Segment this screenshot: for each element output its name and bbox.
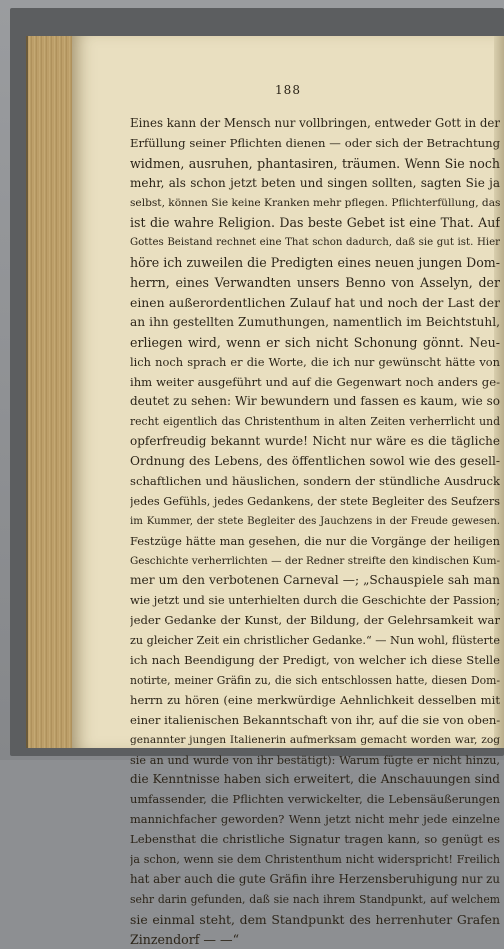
text-line: umfassender, die Pflichten verwickelter, die Lebensäußerungen	[130, 792, 500, 807]
text-line: ja schon, wenn sie dem Christenthum nicht widerspricht! Freilich	[130, 852, 500, 866]
text-line: selbst, können Sie keine Kranken mehr pflegen. Pflichterfüllung, das	[130, 196, 500, 209]
text-line: Lebensthat die christliche Signatur tragen kann, so genügt es	[130, 832, 500, 847]
text-line: im Kummer, der stete Begleiter des Jauchzens in der Freude gewesen.	[130, 515, 500, 527]
text-line: mehr, als schon jetzt beten und singen sollten, sagten Sie ja	[130, 175, 500, 190]
text-line: ist die wahre Religion. Das beste Gebet ist eine That. Auf	[130, 215, 500, 231]
text-line: Gottes Beistand rechnet eine That schon dadurch, daß sie gut ist. Hier	[130, 237, 500, 249]
text-line: sie an und wurde von ihr bestätigt): Warum fügte er nicht hinzu,	[130, 753, 500, 767]
text-line: erliegen wird, wenn er sich nicht Schonung gönnt. Neu-	[130, 334, 500, 350]
text-line: Geschichte verherrlichten — der Redner streifte den kindischen Kum-	[130, 554, 500, 567]
text-line: genannter jungen Italienerin aufmerksam gemacht worden war, zog	[130, 733, 500, 746]
text-line: Erfüllung seiner Pflichten dienen — oder sich der Betrachtung	[130, 135, 500, 150]
text-line: recht eigentlich das Christenthum in alten Zeiten verherrlicht und	[130, 415, 500, 429]
text-line: ihm weiter ausgeführt und auf die Gegenwart noch anders ge-	[130, 374, 500, 389]
text-line: Zinzendorf — —“	[130, 931, 240, 947]
text-line: schaftlichen und häuslichen, sondern der stündliche Ausdruck	[130, 474, 500, 489]
page-text	[130, 114, 500, 949]
text-line: lich noch sprach er die Worte, die ich nur gewünscht hätte von	[130, 354, 500, 369]
text-line: mannichfacher geworden? Wenn jetzt nicht mehr jede einzelne	[130, 812, 500, 827]
text-line: höre ich zuweilen die Predigten eines neuen jungen Dom-	[130, 255, 500, 271]
text-line: jedes Gefühls, jedes Gedankens, der stete Begleiter des Seufzers	[130, 494, 500, 508]
text-line: einer italienischen Bekanntschaft von ihr, auf die sie von oben-	[130, 712, 500, 727]
text-lines	[130, 114, 500, 949]
text-line: Eines kann der Mensch nur vollbringen, entweder Gott in der	[130, 116, 500, 130]
text-line: ich nach Beendigung der Predigt, von welcher ich diese Stelle	[130, 653, 500, 668]
text-line: hat aber auch die gute Gräfin ihre Herzensberuhigung nur zu	[130, 871, 500, 886]
text-line: widmen, ausruhen, phantasiren, träumen. Wenn Sie noch	[130, 155, 500, 171]
text-line: jeder Gedanke der Kunst, der Bildung, der Gelehrsamkeit war	[130, 613, 500, 628]
text-line: opferfreudig bekannt wurde! Nicht nur wäre es die tägliche	[130, 434, 500, 449]
text-line: einen außerordentlichen Zulauf hat und noch der Last der	[130, 295, 500, 311]
text-line: deutet zu sehen: Wir bewundern und fassen es kaum, wie so	[130, 394, 500, 409]
text-line: Ordnung des Lebens, des öffentlichen sowol wie des gesell-	[130, 454, 500, 469]
text-line: an ihn gestellten Zumuthungen, namentlich im Beichtstuhl,	[130, 314, 500, 329]
page-number: 188	[275, 83, 301, 97]
text-line: herrn, eines Verwandten unsers Benno von Asselyn, der	[130, 275, 500, 291]
text-line: die Kenntnisse haben sich erweitert, die Anschauungen sind	[130, 772, 500, 787]
text-line: sehr darin gefunden, daß sie nach ihrem Standpunkt, auf welchem	[130, 892, 500, 906]
text-line: zu gleicher Zeit ein christlicher Gedanke.“ — Nun wohl, flüsterte	[130, 634, 500, 648]
text-line: sie einmal steht, dem Standpunkt des herrenhuter Grafen	[130, 911, 500, 927]
text-line: mer um den verbotenen Carneval —; „Schauspiele sah man	[130, 573, 500, 588]
text-line: herrn zu hören (eine merkwürdige Aehnlichkeit desselben mit	[130, 692, 500, 707]
text-line: wie jetzt und sie unterhielten durch die Geschichte der Passion;	[130, 593, 500, 608]
text-line: Festzüge hätte man gesehen, die nur die Vorgänge der heiligen	[130, 533, 500, 548]
text-line: notirte, meiner Gräfin zu, die sich entschlossen hatte, diesen Dom-	[130, 673, 500, 687]
